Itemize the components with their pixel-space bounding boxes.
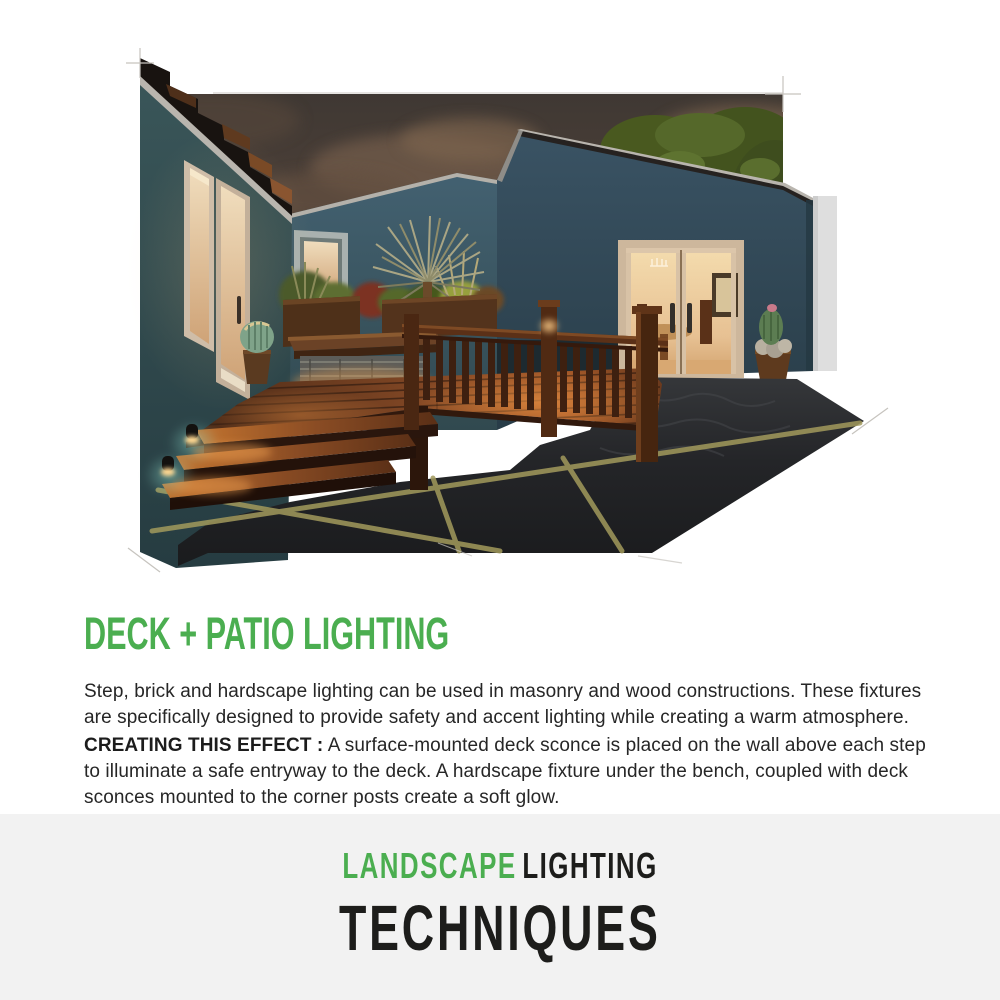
footer-word-techniques: TECHNIQUES (339, 892, 661, 964)
page-title-text: DECK + PATIO LIGHTING (84, 608, 450, 659)
effect-paragraph-label: CREATING THIS EFFECT : (84, 735, 324, 756)
left-lit-window (184, 160, 214, 352)
footer-techniques-title (0, 891, 1000, 965)
effect-paragraph-text: A surface-mounted deck sconce is placed on the wall above each step to illuminate a safe entryway to the deck. A hardscape fixture under the bench, coupled with deck sconces mounted to the corner posts create a soft glow. (84, 735, 926, 808)
french-door-handle-left (670, 303, 675, 333)
footer-banner (0, 814, 1000, 1000)
door-handle (237, 296, 241, 324)
side-wall-panel (813, 196, 837, 371)
page-title (84, 608, 621, 660)
footer-word-landscape: LANDSCAPE (342, 845, 517, 886)
railing-post-left (404, 314, 419, 430)
post-sconce-light (537, 316, 561, 336)
footer-series-title (0, 845, 1000, 887)
french-door-handle-right (687, 303, 692, 333)
effect-paragraph (84, 733, 936, 811)
footer-word-lighting: LIGHTING (522, 845, 658, 886)
intro-paragraph: Step, brick and hardscape lighting can be used in masonry and wood constructions. These fixtures are specifically designed to provide safety and accent lighting while creating a warm atmosphere. (84, 681, 922, 728)
